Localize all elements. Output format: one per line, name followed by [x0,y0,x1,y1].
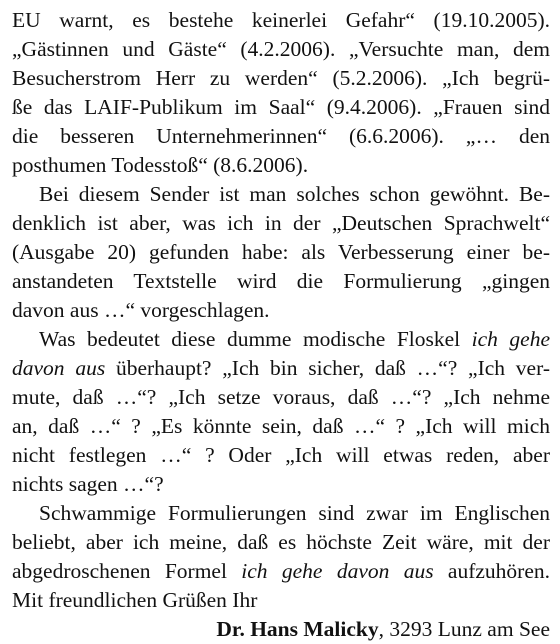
author-name: Dr. Hans Malicky [216,617,379,641]
text-segment: Was bedeutet diese dumme modische Floskel [39,327,472,351]
text-line: nichts sagen …“? [12,472,164,496]
text-line: ße das LAIF-Publikum im Saal“ (9.4.2006). „Frauen sind [12,95,550,119]
paragraph-1 [12,6,550,180]
text-line: Besucherstrom Herr zu werden“ (5.2.2006). „Ich begrü- [12,66,550,90]
text-line: denklich ist aber, was ich in der „Deutschen Sprachwelt“ [12,211,550,235]
text-line: Bei diesem Sender ist man solches schon gewöhnt. Be- [39,182,550,206]
paragraph-2 [12,180,550,325]
text-segment: abgedroschenen Formel [12,559,242,583]
text-line: Schwammige Formulierungen sind zwar im Englischen [39,501,550,525]
text-line: beliebt, aber ich meine, daß es höchste Zeit wäre, mit der [12,530,550,554]
italic-phrase: davon aus [12,356,106,380]
italic-phrase: ich gehe davon aus [241,559,434,583]
text-line: „Gästinnen und Gäste“ (4.2.2006). „Versuchte man, dem [12,37,550,61]
text-line: an, daß …“ ? „Es könnte sein, daß …“ ? „Ich will mich [12,414,550,438]
signature-line [12,615,550,644]
text-line [12,354,550,383]
text-line: davon aus …“ vorgeschlagen. [12,298,270,322]
text-segment: überhaupt? „Ich bin sicher, daß …“? „Ich ver- [105,356,550,380]
text-segment: aufzuhören. [433,559,550,583]
text-line [12,557,550,586]
text-line [12,325,550,354]
text-line: mute, daß …“? „Ich setze voraus, daß …“? „Ich nehme [12,385,550,409]
text-line: EU warnt, es bestehe keinerlei Gefahr“ (19.10.2005). [12,8,550,32]
author-location: , 3293 Lunz am See [378,617,550,641]
italic-phrase: ich gehe [471,327,551,351]
paragraph-3 [12,325,550,499]
text-line: anstandeten Textstelle wird die Formulierung „gingen [12,269,550,293]
text-line: (Ausgabe 20) gefunden habe: als Verbesserung einer be- [12,240,550,264]
text-line: die besseren Unternehmerinnen“ (6.6.2006). „… den [12,124,550,148]
text-line: nicht festlegen …“ ? Oder „Ich will etwas reden, aber [12,443,550,467]
closing-line: Mit freundlichen Grüßen Ihr [12,588,258,612]
paragraph-4 [12,499,550,586]
text-line: posthumen Todesstoß“ (8.6.2006). [12,153,309,177]
